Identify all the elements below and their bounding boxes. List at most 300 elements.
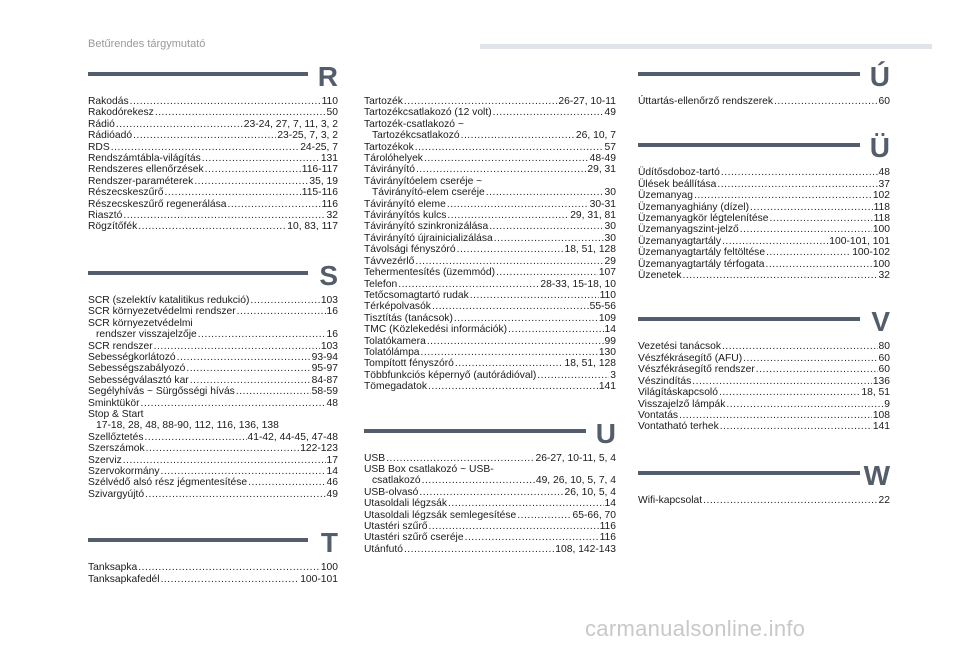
entry-page-refs: 115-116	[301, 187, 338, 199]
entry-page-refs: 35, 19	[309, 175, 338, 187]
entry-page-refs: 55-56	[589, 301, 616, 313]
entry-term: Távirányító	[364, 164, 415, 176]
entry-term: Úttartás-ellenőrző rendszerek	[638, 96, 774, 107]
entry-page-refs: 116	[599, 521, 616, 532]
entry-term: Rendszer-paraméterek	[88, 175, 194, 187]
entry-term: Szivargyújtó	[88, 488, 145, 500]
entry-term: Üzemanyaghiány (dízel)	[638, 201, 750, 213]
index-entry: Stop & Start	[88, 408, 144, 420]
index-entry	[638, 224, 890, 235]
entry-page-refs: 50	[326, 107, 338, 119]
dot-leader	[116, 119, 243, 130]
entry-page-refs: 102	[872, 190, 890, 202]
index-entry	[364, 210, 616, 221]
entry-term: Szerviz	[88, 454, 122, 466]
index-entry	[364, 313, 616, 324]
entry-page-refs: 30	[604, 221, 616, 233]
dot-leader	[123, 455, 326, 466]
entry-page-refs: 49, 26, 10, 5, 7, 4	[535, 475, 616, 487]
entry-term: Vészfékrásegítő rendszer	[638, 364, 755, 376]
index-section	[364, 96, 616, 393]
entry-page-refs: 23-24, 27, 7, 11, 3, 2	[243, 118, 338, 130]
index-entry	[364, 358, 616, 369]
index-entry	[88, 176, 338, 187]
entry-page-refs: 99	[604, 335, 616, 347]
entry-term: Szervokormány	[88, 465, 160, 477]
entry-page-refs: 14	[604, 324, 616, 336]
entry-term: Sebességkorlátozó	[88, 351, 176, 363]
section-letter: Ú	[869, 61, 890, 92]
index-entry	[638, 190, 890, 201]
index-entry	[638, 96, 890, 107]
entry-term: Rádióadó	[88, 130, 133, 142]
dot-leader	[489, 221, 603, 232]
dot-leader	[508, 324, 603, 335]
dot-leader	[177, 352, 311, 363]
entry-term: Üzemanyagtartály térfogata	[638, 258, 765, 270]
entry-term: Üzemanyagszint-jelző	[638, 224, 739, 236]
entry-page-refs: 130	[598, 346, 616, 358]
index-entry	[88, 130, 338, 141]
entry-page-refs: 49	[604, 107, 616, 119]
dot-leader	[415, 256, 603, 267]
entry-page-refs: 41-42, 44-45, 47-48	[247, 431, 338, 443]
dot-leader	[194, 176, 308, 187]
index-entry	[88, 489, 338, 500]
dot-leader	[537, 370, 609, 381]
entry-term: Tartozékcsatlakozó	[372, 130, 460, 142]
dot-leader	[198, 329, 326, 340]
entry-page-refs: 141	[598, 381, 616, 393]
index-entry	[364, 221, 616, 232]
entry-page-refs: 110	[321, 96, 338, 107]
entry-page-refs: 95-97	[311, 363, 338, 375]
entry-page-refs: 116-117	[301, 164, 338, 176]
entry-term: Világításkapcsoló	[638, 387, 718, 399]
entry-term: Segélyhívás ~ Sürgősségi hívás	[88, 386, 235, 398]
index-section-ú	[638, 60, 890, 107]
entry-term: SCR (szelektív katalitikus redukció)	[88, 294, 250, 306]
index-entry	[88, 562, 338, 573]
index-entry: SCR környezetvédelmi	[88, 317, 193, 329]
entry-term: Tartozékok	[364, 141, 414, 153]
index-entry	[364, 107, 616, 118]
entry-page-refs: 24-25, 7	[300, 141, 338, 153]
section-heading	[638, 305, 890, 341]
section-heading	[638, 60, 890, 96]
index-section-r	[88, 60, 338, 233]
entry-page-refs: 14	[326, 465, 338, 477]
entry-term: SCR rendszer	[88, 340, 153, 352]
entry-list	[638, 495, 890, 506]
index-entry	[88, 142, 338, 153]
dot-leader	[720, 421, 872, 432]
dot-leader	[461, 130, 575, 141]
entry-term: Utasoldali légzsák semlegesítése	[364, 509, 517, 521]
entry-term: Sebességválasztó kar	[88, 374, 189, 386]
index-entry	[638, 236, 890, 247]
entry-page-refs: 49	[326, 488, 338, 500]
entry-page-refs: 109	[598, 312, 616, 324]
entry-term: Rögzítőfék	[88, 221, 138, 233]
index-entry	[88, 386, 338, 397]
dot-leader	[694, 190, 872, 201]
index-entry	[638, 179, 890, 190]
dot-leader	[165, 187, 301, 198]
dot-leader	[404, 544, 554, 555]
entry-term: Üzemanyagtartály	[638, 235, 721, 247]
section-letter: U	[595, 417, 616, 449]
entry-term: Többfunkciós képernyő (autórádióval)	[364, 369, 537, 381]
index-entry	[638, 387, 890, 398]
dot-leader	[750, 202, 873, 213]
entry-page-refs: 141	[872, 421, 890, 433]
entry-page-refs: 18, 51, 128	[564, 358, 616, 370]
entry-list	[364, 96, 616, 393]
index-entry	[88, 199, 338, 210]
index-entry	[88, 329, 338, 340]
dot-leader	[470, 290, 599, 301]
entry-term: Tanksapka	[88, 562, 138, 574]
entry-page-refs: 18, 51, 128	[564, 244, 616, 256]
entry-term: Telefon	[364, 278, 398, 290]
entry-page-refs: 26, 10, 7	[575, 130, 616, 142]
dot-leader	[146, 443, 300, 454]
dot-leader	[138, 221, 286, 232]
entry-term: Utastéri szűrő	[364, 521, 428, 532]
entry-term: USB-olvasó	[364, 486, 419, 498]
entry-list	[638, 341, 890, 432]
dot-leader	[429, 521, 599, 532]
index-entry	[88, 107, 338, 118]
entry-term: Rádió	[88, 118, 115, 130]
section-letter: W	[863, 459, 890, 491]
dot-leader	[202, 153, 320, 164]
dot-leader	[154, 341, 320, 352]
dot-leader	[422, 475, 535, 486]
index-entry	[638, 421, 890, 432]
dot-leader	[186, 363, 310, 374]
entry-term: Sminktükör	[88, 397, 140, 409]
entry-page-refs: 46	[326, 477, 338, 489]
index-entry	[364, 532, 616, 543]
section-letter: T	[320, 527, 338, 559]
index-entry	[88, 164, 338, 175]
entry-term: TMC (Közlekedési információk)	[364, 324, 508, 336]
dot-leader	[703, 495, 877, 506]
entry-page-refs: 100-101	[300, 573, 338, 585]
entry-page-refs: 30-31	[589, 198, 616, 210]
index-entry	[364, 324, 616, 335]
entry-term: Üzemanyag	[638, 190, 693, 202]
index-column-2	[364, 60, 616, 555]
index-entry	[88, 477, 338, 488]
index-entry	[364, 96, 616, 107]
entry-term: Térképolvasók	[364, 301, 431, 313]
index-entry	[364, 487, 616, 498]
entry-list	[364, 453, 616, 556]
dot-leader	[740, 224, 872, 235]
entry-page-refs: 122-123	[300, 443, 338, 455]
entry-page-refs: 136	[872, 375, 890, 387]
entry-term: Rendszámtábla-világítás	[88, 153, 201, 165]
entry-term: USB	[364, 452, 386, 464]
section-rule	[638, 72, 860, 76]
entry-page-refs: 131	[320, 153, 338, 165]
index-entry	[638, 167, 890, 178]
index-entry	[88, 352, 338, 363]
dot-leader	[190, 375, 311, 386]
dot-leader	[415, 142, 604, 153]
dot-leader	[130, 96, 321, 107]
dot-leader	[428, 381, 598, 392]
entry-page-refs: 116	[599, 532, 616, 544]
section-letter: Ü	[869, 132, 890, 164]
dot-leader	[228, 199, 321, 210]
dot-leader	[161, 466, 326, 477]
dot-leader	[145, 432, 247, 443]
section-heading	[364, 417, 616, 453]
index-entry	[364, 130, 616, 141]
index-section-s	[88, 259, 338, 500]
entry-page-refs: 30	[604, 232, 616, 244]
entry-term: Távirányítós kulcs	[364, 210, 447, 222]
entry-page-refs: 60	[878, 96, 890, 107]
dot-leader	[770, 213, 873, 224]
index-section-t	[88, 526, 338, 585]
index-entry	[364, 521, 616, 532]
entry-term: Távolsági fényszóró	[364, 244, 456, 256]
entry-page-refs: 57	[604, 141, 616, 153]
entry-list	[638, 96, 890, 107]
index-entry	[88, 119, 338, 130]
index-entry	[88, 295, 338, 306]
index-entry	[638, 364, 890, 375]
dot-leader	[494, 233, 604, 244]
index-column-3	[638, 60, 890, 506]
index-entry	[364, 199, 616, 210]
index-entry	[88, 96, 338, 107]
index-entry	[364, 279, 616, 290]
dot-leader	[465, 532, 599, 543]
section-rule	[88, 72, 308, 76]
entry-term: Riasztó	[88, 210, 123, 222]
dot-leader	[493, 107, 604, 118]
entry-term: Vontatható terhek	[638, 421, 719, 433]
dot-leader	[432, 301, 589, 312]
entry-page-refs: 58-59	[311, 386, 338, 398]
index-entry: Tartozék-csatlakozó ~	[364, 118, 464, 130]
dot-leader	[416, 164, 586, 175]
dot-leader	[427, 336, 604, 347]
entry-page-refs: 100	[872, 258, 890, 270]
entry-page-refs: 29, 31, 81	[570, 210, 616, 222]
entry-page-refs: 14	[604, 498, 616, 510]
entry-page-refs: 23-25, 7, 3, 2	[277, 130, 338, 142]
dot-leader	[155, 107, 326, 118]
entry-page-refs: 80	[878, 341, 890, 353]
entry-page-refs: 118	[873, 201, 890, 213]
dot-leader	[237, 306, 326, 317]
dot-leader	[692, 376, 872, 387]
section-letter: V	[871, 306, 890, 338]
entry-page-refs: 60	[878, 364, 890, 376]
entry-page-refs: 26-27, 10-11, 5, 4	[535, 452, 616, 464]
dot-leader	[766, 259, 872, 270]
entry-term: RDS	[88, 141, 110, 153]
index-entry	[638, 353, 890, 364]
index-entry: USB Box csatlakozó ~ USB-	[364, 463, 494, 475]
entry-page-refs: 26-27, 10-11	[558, 96, 616, 107]
entry-term: Tolatókamera	[364, 335, 426, 347]
index-entry	[364, 336, 616, 347]
entry-term: Sebességszabályozó	[88, 363, 186, 375]
entry-term: Tehermentesítés (üzemmód)	[364, 267, 496, 279]
index-entry	[638, 399, 890, 410]
dot-leader	[721, 167, 878, 178]
section-rule	[88, 271, 308, 275]
entry-page-refs: 48	[878, 167, 890, 179]
entry-page-refs: 84-87	[311, 374, 338, 386]
index-entry	[364, 544, 616, 555]
entry-term: Tolatólámpa	[364, 346, 420, 358]
entry-page-refs: 30	[604, 187, 616, 199]
dot-leader	[145, 489, 325, 500]
entry-term: Tompított fényszóró	[364, 358, 454, 370]
entry-term: Tanksapkafedél	[88, 573, 160, 585]
dot-leader	[447, 199, 589, 210]
dot-leader	[496, 267, 598, 278]
entry-page-refs: 26, 10, 5, 4	[564, 486, 616, 498]
index-entry: Távirányítóelem cseréje ~	[364, 175, 483, 187]
entry-list	[638, 167, 890, 281]
index-section-u	[364, 417, 616, 556]
index-entry	[364, 347, 616, 358]
index-entry	[638, 202, 890, 213]
section-heading	[638, 459, 890, 495]
dot-leader	[722, 341, 878, 352]
dot-leader	[743, 353, 877, 364]
index-entry	[88, 306, 338, 317]
entry-term: Vezetési tanácsok	[638, 341, 721, 353]
index-entry	[638, 410, 890, 421]
dot-leader	[447, 210, 569, 221]
index-entry	[638, 259, 890, 270]
section-rule	[364, 429, 586, 433]
entry-list	[88, 562, 338, 585]
entry-page-refs: 108	[872, 409, 890, 421]
dot-leader	[455, 358, 564, 369]
entry-page-refs: 100	[872, 224, 890, 236]
dot-leader	[774, 96, 877, 107]
index-entry	[364, 370, 616, 381]
section-heading	[88, 526, 338, 562]
entry-page-refs: 32	[326, 210, 338, 222]
entry-term: Vontatás	[638, 409, 679, 421]
index-entry	[88, 443, 338, 454]
entry-page-refs: 60	[878, 352, 890, 364]
entry-page-refs: 48-49	[589, 153, 616, 165]
section-heading	[638, 131, 890, 167]
entry-page-refs: 10, 83, 117	[287, 221, 338, 233]
index-section-v	[638, 305, 890, 432]
dot-leader	[683, 270, 878, 281]
dot-leader	[421, 347, 598, 358]
entry-page-refs: 3	[610, 369, 616, 381]
entry-term: Tartozék	[364, 96, 403, 107]
index-section-w	[638, 459, 890, 506]
entry-page-refs: 93-94	[311, 351, 338, 363]
dot-leader	[141, 398, 326, 409]
dot-leader	[138, 562, 320, 573]
dot-leader	[766, 247, 851, 258]
dot-leader	[726, 399, 883, 410]
entry-page-refs: 32	[878, 270, 890, 282]
index-entry	[364, 267, 616, 278]
entry-page-refs: 100-101, 101	[829, 235, 890, 247]
entry-page-refs: 108, 142-143	[555, 543, 616, 555]
entry-term: Távirányító-elem cseréje	[372, 187, 485, 199]
index-entry	[364, 453, 616, 464]
index-entry	[364, 164, 616, 175]
entry-term: Rendszeres ellenőrzések	[88, 164, 204, 176]
index-entry	[364, 475, 616, 486]
index-entry	[364, 301, 616, 312]
dot-leader	[398, 279, 539, 290]
watermark: carmanualsonline.info	[585, 616, 806, 641]
section-rule	[638, 471, 860, 475]
entry-term: Üdítősdoboz-tartó	[638, 167, 720, 179]
dot-leader	[404, 96, 557, 107]
entry-page-refs: 116	[321, 198, 338, 210]
entry-term: Tárolóhelyek	[364, 153, 423, 165]
index-entry	[88, 210, 338, 221]
index-section-ü	[638, 131, 890, 281]
section-heading	[88, 60, 338, 96]
entry-term: Vészfékrásegítő (AFU)	[638, 352, 743, 364]
entry-term: Rakodórekesz	[88, 107, 154, 119]
section-letter: S	[319, 259, 338, 291]
dot-leader	[248, 477, 325, 488]
index-entry	[364, 381, 616, 392]
index-entry	[88, 466, 338, 477]
entry-term: Üzenetek	[638, 270, 682, 282]
entry-term: Távirányító eleme	[364, 198, 446, 210]
index-entry	[364, 510, 616, 521]
index-entry	[364, 290, 616, 301]
dot-leader	[205, 164, 301, 175]
index-entry	[88, 574, 338, 585]
entry-term: Távvezérlő	[364, 255, 415, 267]
dot-leader	[111, 142, 299, 153]
dot-leader	[717, 179, 877, 190]
index-entry	[364, 233, 616, 244]
entry-term: Szellőztetés	[88, 431, 144, 443]
section-rule	[638, 317, 860, 321]
index-entry	[88, 363, 338, 374]
entry-term: Vészindítás	[638, 375, 692, 387]
index-entry	[364, 256, 616, 267]
entry-term: Tartozékcsatlakozó (12 volt)	[364, 107, 492, 119]
index-entry	[88, 455, 338, 466]
index-entry	[88, 398, 338, 409]
dot-leader	[448, 498, 604, 509]
dot-leader	[161, 574, 300, 585]
entry-list	[88, 295, 338, 500]
entry-term: csatlakozó	[372, 475, 421, 487]
dot-leader	[133, 130, 276, 141]
entry-page-refs: 100	[320, 562, 338, 574]
